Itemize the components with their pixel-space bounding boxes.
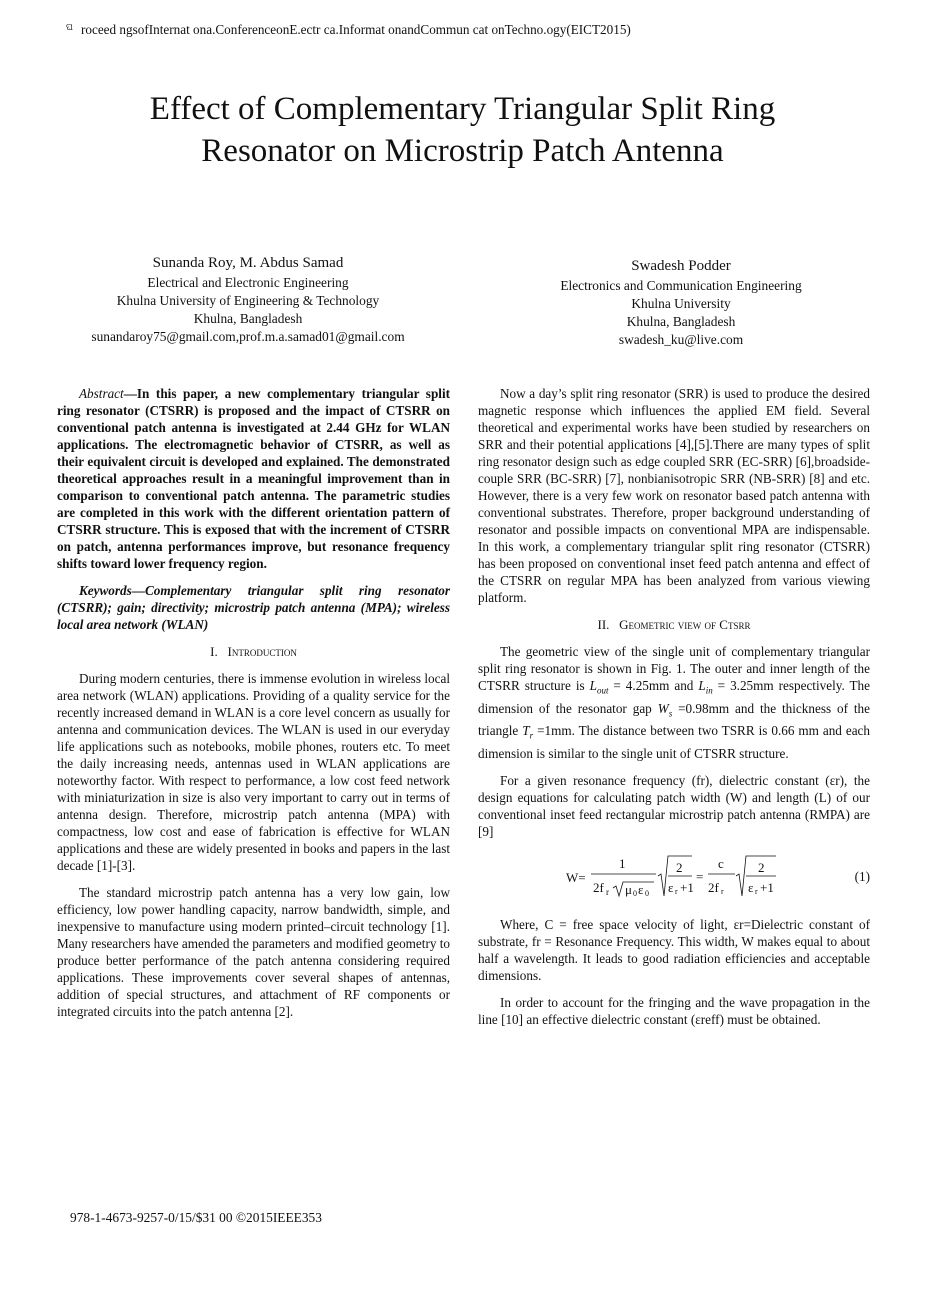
svg-text:c: c (718, 855, 724, 871)
svg-text:2f: 2f (593, 879, 604, 895)
author-univ: Khulna University (631, 296, 731, 311)
equation-1-graphic (478, 850, 870, 902)
author-email: sunandaroy75@gmail.com,prof.m.a.samad01@gmail.com (91, 329, 405, 344)
footer-copyright: 978-1-4673-9257-0/15/$31 00 ©2015IEEE353 (70, 1210, 322, 1225)
geom-text: =1mm. The distance between two TSRR is 0.66 mm and each dimension is similar to the single unit of CTSRR structure. (478, 723, 871, 761)
section-heading-introduction (57, 643, 450, 660)
svg-text:+1: +1 (680, 879, 694, 895)
svg-text:2f: 2f (708, 879, 719, 895)
svg-text:0: 0 (633, 888, 637, 898)
section-number: II. (597, 617, 610, 632)
header-mark: ଘ (66, 22, 73, 32)
design-paragraph: For a given resonance frequency (fr), dielectric constant (εr), the design equations for calculating patch width (W) and length (L) of our conventional inset feed rectangular microstrip patch antenna (RMPA) are [9] (478, 772, 870, 839)
geom-text: = 4.25mm and (608, 678, 699, 693)
svg-text:r: r (721, 886, 724, 896)
svg-text:=: = (696, 868, 704, 884)
author-name: Sunanda Roy, M. Abdus Samad (152, 255, 344, 271)
abstract-text: —In this paper, a new complementary triangular split ring resonator (CTSRR) is proposed and the impact of CTSRR on conventional patch antenna is investigated at 2.44 GHz for WLAN applications. The electromagnetic behavior of CTSRR, as well as their equivalent circuit is developed and explained. The demonstrated theoretical approaches result in a meaningful improvement than in comparison to conventional patch antenna. The parametric studies are completed in this work with the different orientation pattern of CTSRR structure. This is exposed that with the increment of CTSRR on patch, antenna performances improve, but resonance frequency shifts toward lower frequency region. (57, 386, 450, 571)
fringing-paragraph: In order to account for the fringing and the wave propagation in the line [10] an effective dielectric constant (εreff) must be obtained. (478, 994, 870, 1027)
svg-text:+1: +1 (760, 879, 774, 895)
title-line-2: Resonator on Microstrip Patch Antenna (201, 133, 724, 169)
intro-paragraph-1: During modern centuries, there is immense evolution in wireless local area network (WLAN) applications. Providing of a quality service for the recently increased demand in WLAN is a core level concern as usually for antenna and communication devices. The WLAN is used in our everyday life applications such as notebooks, mobile phones, routers etc. To meet the daily increasing needs, antennas used in WLAN applications are noteworthy factor. With respect to performance, a low cost feed network with miniaturization in size is also very important to carry out in terms of antenna design. Therefore, microstrip patch antenna (MPA) with compactness, low cost and ease of fabrication is effective for WLAN applications and these are widely presented in books and papers in the last decade [1]-[3]. (57, 671, 450, 873)
svg-text:ε: ε (668, 879, 674, 895)
author-dept: Electrical and Electronic Engineering (147, 275, 349, 290)
geom-text: =0.98mm and the thickness of the triangle (478, 700, 870, 739)
svg-text:0: 0 (645, 888, 649, 898)
right-paragraph-1: Now a day’s split ring resonator (SRR) is used to produce the desired magnetic response which influences the applied EM field. Several theoretical and experimental works have been studied by researchers on SRR and their potential applications [4],[5].There are many types of split ring resonator design such as edge coupled SRR (EC-SRR) [6],broadside-couple SRR (BC-SRR) [7], nonbianisotropic SRR (NB-SRR) [8] and etc. However, there is a very few work on resonator based patch antenna with conventional substrates. Therefore, proper background understanding of resonator and possible impacts on conventional MPA are indispensable. In this work, a complementary triangular split ring resonator (CTSRR) has been proposed on conventional inset feed patch antenna and effect of the CTSRR on regular MPA has been analyzed from various viewing platform. (478, 386, 870, 605)
author-block-1 (48, 252, 448, 346)
equation-number: (1) (854, 868, 870, 884)
author-city: Khulna, Bangladesh (193, 311, 303, 326)
svg-text:r: r (755, 886, 758, 896)
svg-text:ε: ε (748, 879, 754, 895)
section-title: Geometric view of Ctsrr (619, 617, 751, 632)
running-header (66, 22, 826, 38)
svg-text:ε: ε (638, 881, 644, 897)
keywords-text: —Complementary triangular split ring resonator (CTSRR); gain; directivity; microstrip patch antenna (MPA); wireless local area network (WLAN) (57, 583, 450, 632)
author-dept: Electronics and Communication Engineering (560, 278, 802, 293)
svg-text:r: r (606, 886, 609, 897)
svg-text:W=: W= (566, 869, 586, 885)
paper-title (60, 88, 865, 172)
equation-1 (478, 850, 870, 902)
section-number: I. (210, 644, 218, 659)
abstract (57, 385, 450, 572)
author-email: swadesh_ku@live.com (618, 332, 744, 347)
svg-text:r: r (675, 886, 678, 896)
author-univ: Khulna University of Engineering & Technology (116, 293, 380, 308)
section-heading-geometric (478, 616, 870, 633)
author-name: Swadesh Podder (631, 258, 731, 274)
where-paragraph: Where, C = free space velocity of light, εr=Dielectric constant of substrate, fr = Resonance Frequency. This width, W makes equal to about half a wavelength. It leads to good radiation efficiencies and acceptable dimensions. (478, 916, 870, 983)
title-line-1: Effect of Complementary Triangular Split Ring (149, 91, 776, 127)
author-city: Khulna, Bangladesh (626, 314, 736, 329)
svg-text:μ: μ (625, 881, 632, 897)
svg-text:1: 1 (619, 855, 626, 871)
keywords-label: Keywords (79, 583, 132, 598)
header-text: roceed ngsofInternat ona.ConferenceonE.ectr ca.Informat onandCommun cat onTechno.ogy(EICT2015) (80, 22, 631, 37)
geom-text: The geometric view of the single unit of complementary triangular split ring resonator is shown in Fig. 1. The outer and inner length of the CTSRR structure is (478, 644, 870, 693)
geometric-paragraph: The geometric view of the single unit of complementary triangular split ring resonator is shown in Fig. 1. The outer and inner length of the CTSRR structure is $L_{out} = 4.25mm$ and $L_{in} = 3.25mm$ respectively. The dimension of the resonator gap $W_s =0.98mm$ and the thickness of the triangle $T_r =1mm$. The distance between two TSRR is 0.66 mm and each dimension is similar to the single unit of CTSRR structure. (478, 644, 871, 761)
author-block-2 (500, 255, 862, 349)
right-column (478, 385, 870, 1038)
keywords (57, 582, 450, 633)
svg-text:2: 2 (758, 859, 765, 875)
left-column (57, 385, 450, 1030)
section-title: Introduction (227, 644, 297, 659)
geom-text: = 3.25mm respectively. The dimension of the resonator gap (478, 678, 870, 716)
intro-paragraph-2: The standard microstrip patch antenna has a very low gain, low efficiency, low power handling capacity, narrow bandwidth, simple, and inexpensive to manufacture using modern printed–circuit technology [1]. Many researchers have amended the parameters and modified geometry to produce better performance of the patch antenna considering required applications. These improvements cover several shapes of antennas, addition of special structures, and attachment of RF components or integrated circuits into the patch antenna [2]. (57, 885, 450, 1019)
abstract-label: Abstract (79, 386, 124, 401)
svg-text:2: 2 (676, 859, 683, 875)
